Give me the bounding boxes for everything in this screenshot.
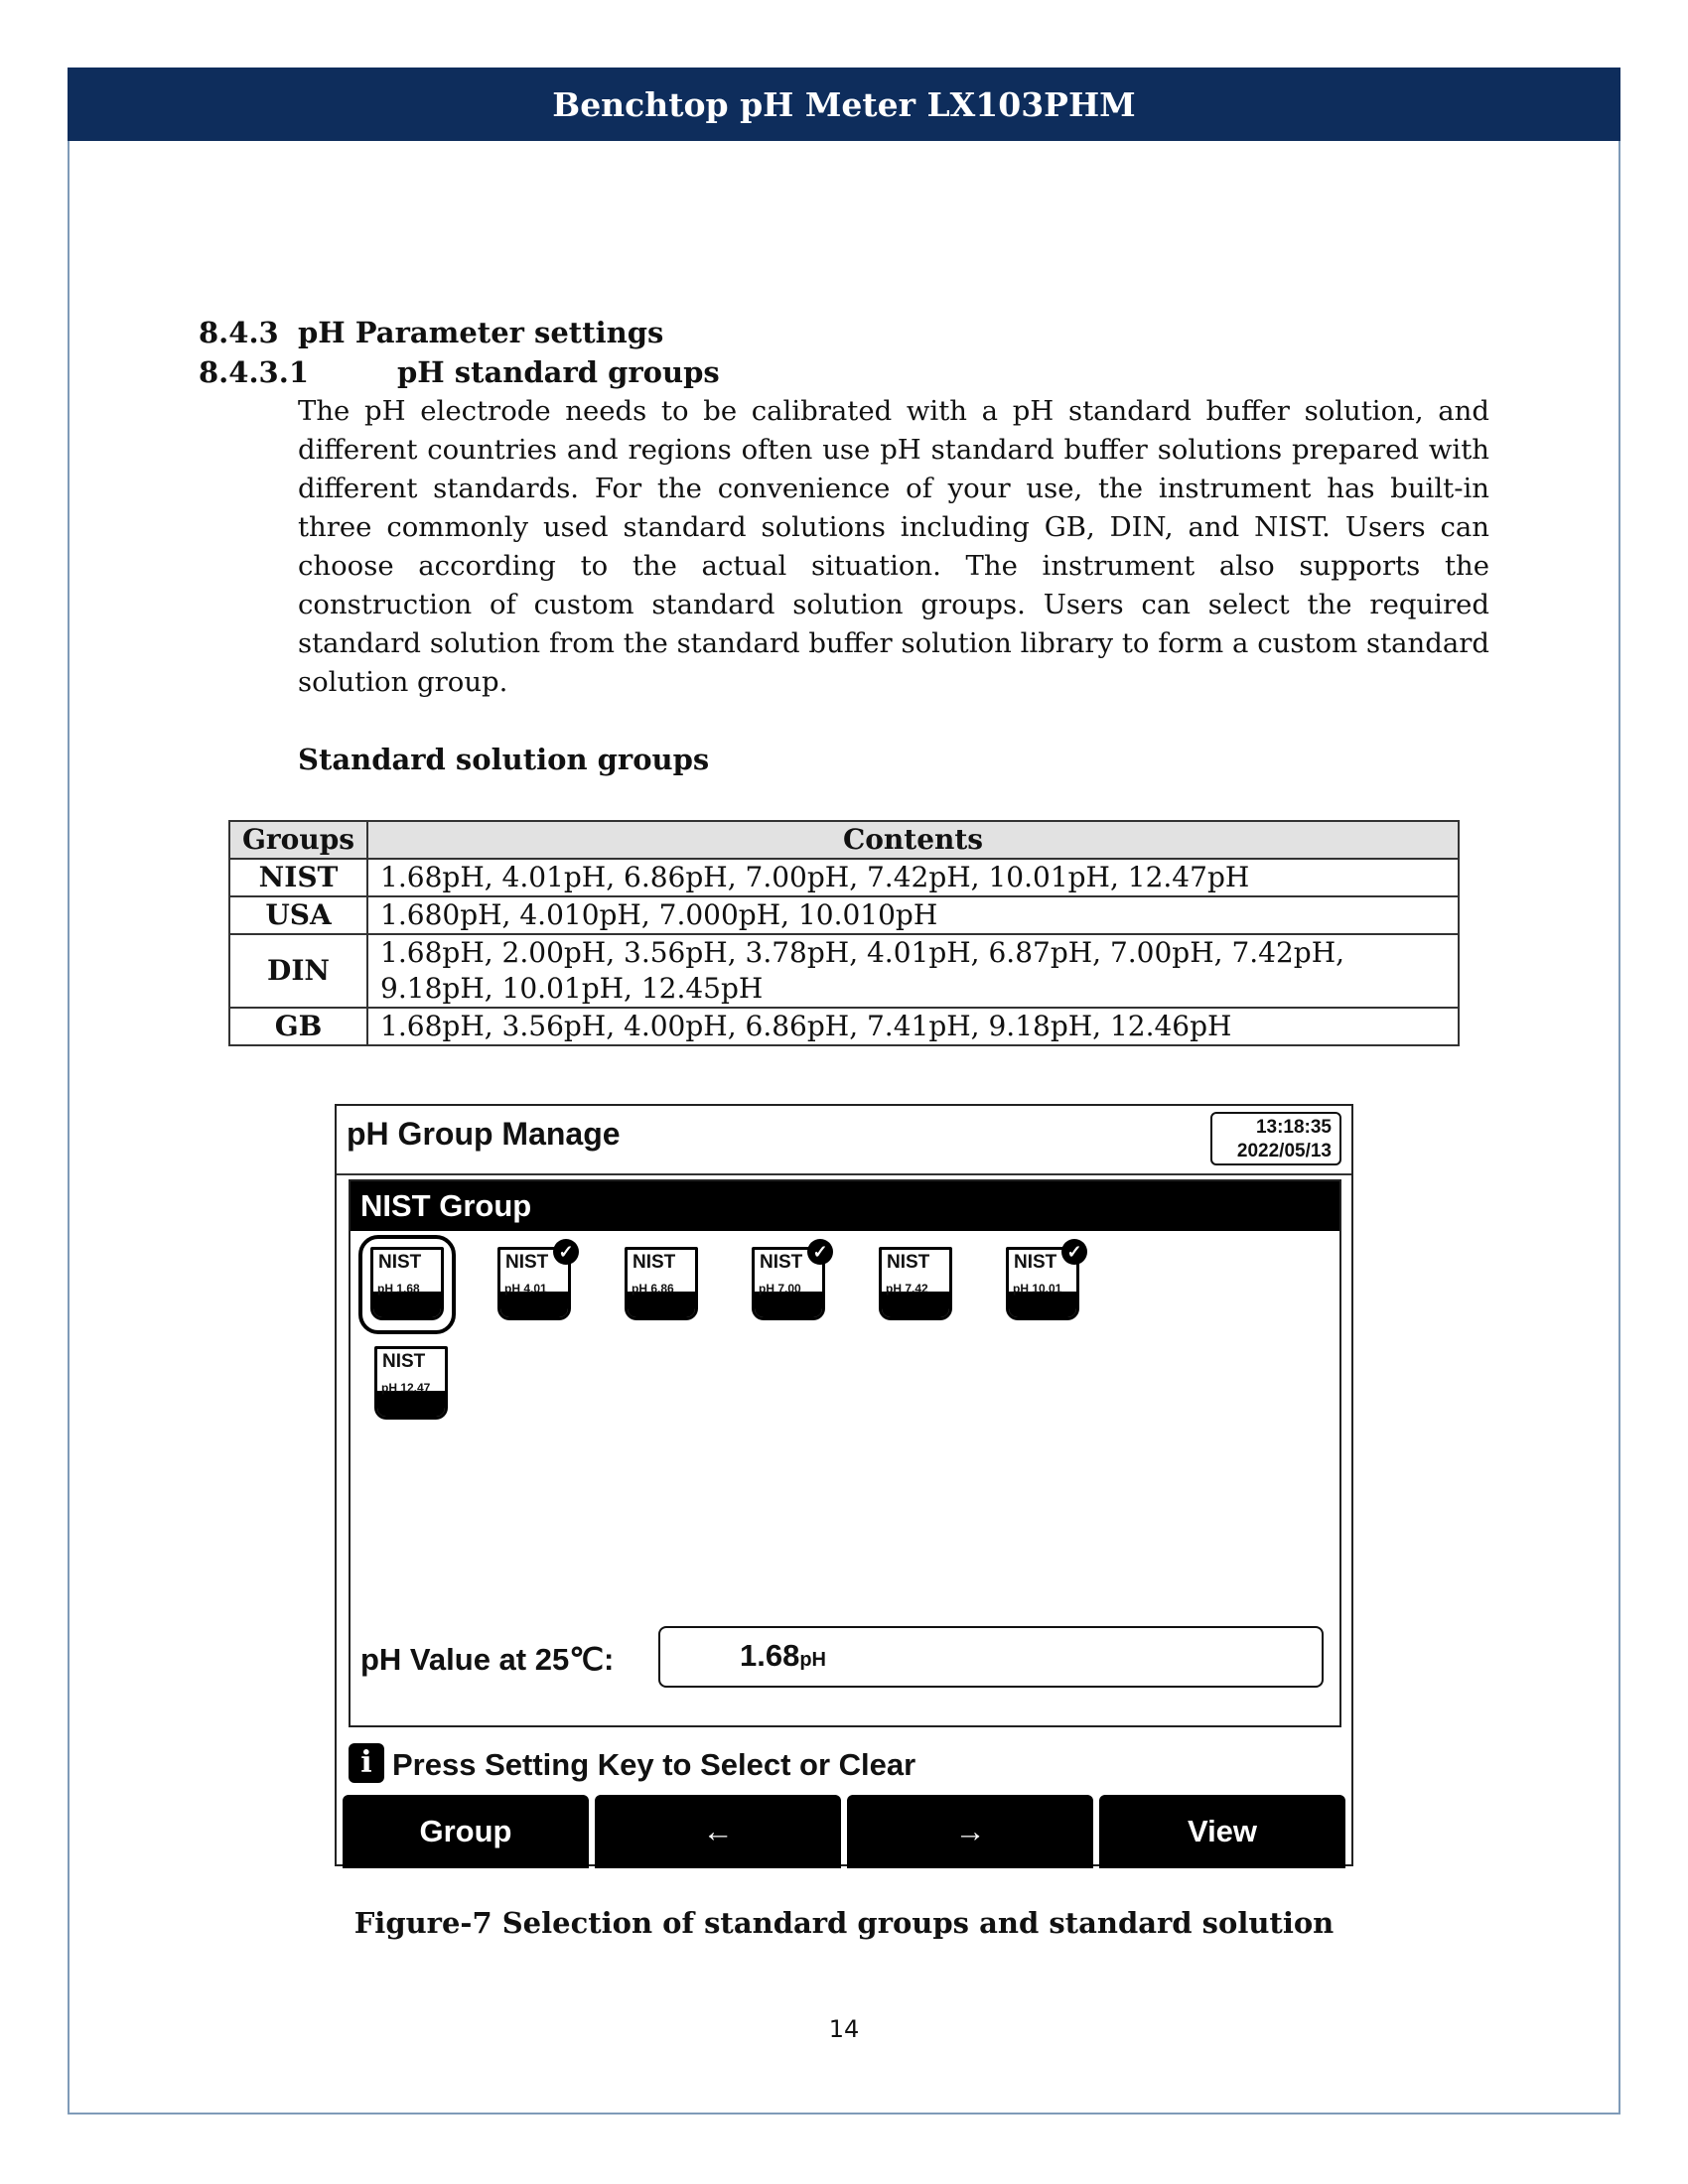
- group-cell: USA: [229, 896, 367, 934]
- cup-ph: pH 1.68: [377, 1282, 420, 1296]
- screen-divider: [337, 1173, 1351, 1175]
- page-header: Benchtop pH Meter LX103PHM: [68, 68, 1620, 141]
- contents-cell: 1.680pH, 4.010pH, 7.000pH, 10.010pH: [367, 896, 1459, 934]
- buffer-cup-icon[interactable]: [374, 1346, 448, 1422]
- cup-name: NIST: [378, 1252, 422, 1273]
- group-panel: [349, 1179, 1341, 1727]
- cup-name: NIST: [633, 1252, 676, 1273]
- cup-name: NIST: [382, 1351, 426, 1372]
- buffer-cup-icon[interactable]: [1006, 1242, 1082, 1322]
- ph-value-label: pH Value at 25℃:: [360, 1642, 615, 1677]
- clock-date: 2022/05/13: [1236, 1141, 1332, 1161]
- ph-unit: pH: [799, 1649, 827, 1671]
- buffer-cup-icon[interactable]: [370, 1247, 444, 1322]
- section-title: pH Parameter settings: [298, 316, 664, 349]
- table-row: [229, 896, 1459, 934]
- cup-body: [370, 1247, 444, 1320]
- info-message: Press Setting Key to Select or Clear: [392, 1747, 916, 1782]
- cup-ph: pH 6.86: [632, 1282, 674, 1296]
- cup-name: NIST: [887, 1252, 930, 1273]
- section-number: 8.4.3: [199, 316, 279, 349]
- info-icon: i: [349, 1743, 384, 1783]
- cup-name: NIST: [1014, 1252, 1057, 1273]
- view-button[interactable]: View: [1099, 1795, 1345, 1868]
- table-row: [229, 859, 1459, 896]
- cup-name: NIST: [760, 1252, 803, 1273]
- header-contents: Contents: [367, 821, 1459, 859]
- group-button[interactable]: Group: [343, 1795, 589, 1868]
- header-groups: Groups: [229, 821, 367, 859]
- ph-value: 1.68: [740, 1638, 800, 1673]
- contents-cell: 1.68pH, 4.01pH, 6.86pH, 7.00pH, 7.42pH, 10.01pH, 12.47pH: [367, 859, 1459, 896]
- subsection-title: pH standard groups: [397, 355, 720, 389]
- cup-body: [879, 1247, 952, 1320]
- table-row: [229, 1008, 1459, 1045]
- group-cell: GB: [229, 1008, 367, 1045]
- cup-body: [374, 1346, 448, 1420]
- check-icon: ✓: [807, 1239, 833, 1265]
- ph-value-text: [740, 1638, 826, 1674]
- left-arrow-button[interactable]: ←: [595, 1795, 841, 1868]
- ph-value-field[interactable]: [658, 1626, 1324, 1688]
- subsection-number: 8.4.3.1: [199, 355, 310, 389]
- right-arrow-button[interactable]: →: [847, 1795, 1093, 1868]
- group-title: NIST Group: [351, 1181, 1339, 1231]
- contents-cell: 1.68pH, 2.00pH, 3.56pH, 3.78pH, 4.01pH, 6.87pH, 7.00pH, 7.42pH, 9.18pH, 10.01pH, 12.45pH: [367, 934, 1459, 1008]
- standard-groups-table: [228, 820, 1460, 1046]
- cup-body: [625, 1247, 698, 1320]
- buffer-cup-icon[interactable]: [752, 1242, 828, 1322]
- clock-time: 13:18:35: [1255, 1117, 1332, 1138]
- subsection-heading: [199, 355, 720, 389]
- table-row: [229, 934, 1459, 1008]
- cup-ph: pH 4.01: [504, 1282, 547, 1296]
- buffer-cup-icon[interactable]: [625, 1247, 698, 1322]
- cup-ph: pH 12.47: [381, 1381, 431, 1395]
- contents-cell: 1.68pH, 3.56pH, 4.00pH, 6.86pH, 7.41pH, 9.18pH, 12.46pH: [367, 1008, 1459, 1045]
- table-title: Standard solution groups: [298, 743, 710, 776]
- buffer-cup-icon[interactable]: [497, 1242, 574, 1322]
- cup-ph: pH 7.00: [759, 1282, 801, 1296]
- section-heading: [199, 316, 663, 349]
- body-paragraph: The pH electrode needs to be calibrated with a pH standard buffer solution, and different countries and regions often use pH standard buffer solutions prepared with different standards. For the convenience of your use, the instrument has built-in three commonly used standard solutions including GB, DIN, and NIST. Users can choose according to the actual situation. The instrument also supports the construction of custom standard solution groups. Users can select the required standard solution from the standard buffer solution library to form a custom standard solution group.: [298, 395, 1489, 698]
- clock-display: [1210, 1112, 1341, 1165]
- check-icon: ✓: [553, 1239, 579, 1265]
- buffer-cup-icon[interactable]: [879, 1247, 952, 1322]
- table-header-row: [229, 821, 1459, 859]
- cup-name: NIST: [505, 1252, 549, 1273]
- device-screen: [335, 1104, 1353, 1866]
- cup-ph: pH 10.01: [1013, 1282, 1062, 1296]
- screen-title: pH Group Manage: [347, 1116, 621, 1152]
- page-number: 14: [828, 2015, 860, 2043]
- group-cell: DIN: [229, 934, 367, 1008]
- check-icon: ✓: [1061, 1239, 1087, 1265]
- cup-ph: pH 7.42: [886, 1282, 928, 1296]
- figure-caption: Figure-7 Selection of standard groups and standard solution: [353, 1906, 1335, 1940]
- group-cell: NIST: [229, 859, 367, 896]
